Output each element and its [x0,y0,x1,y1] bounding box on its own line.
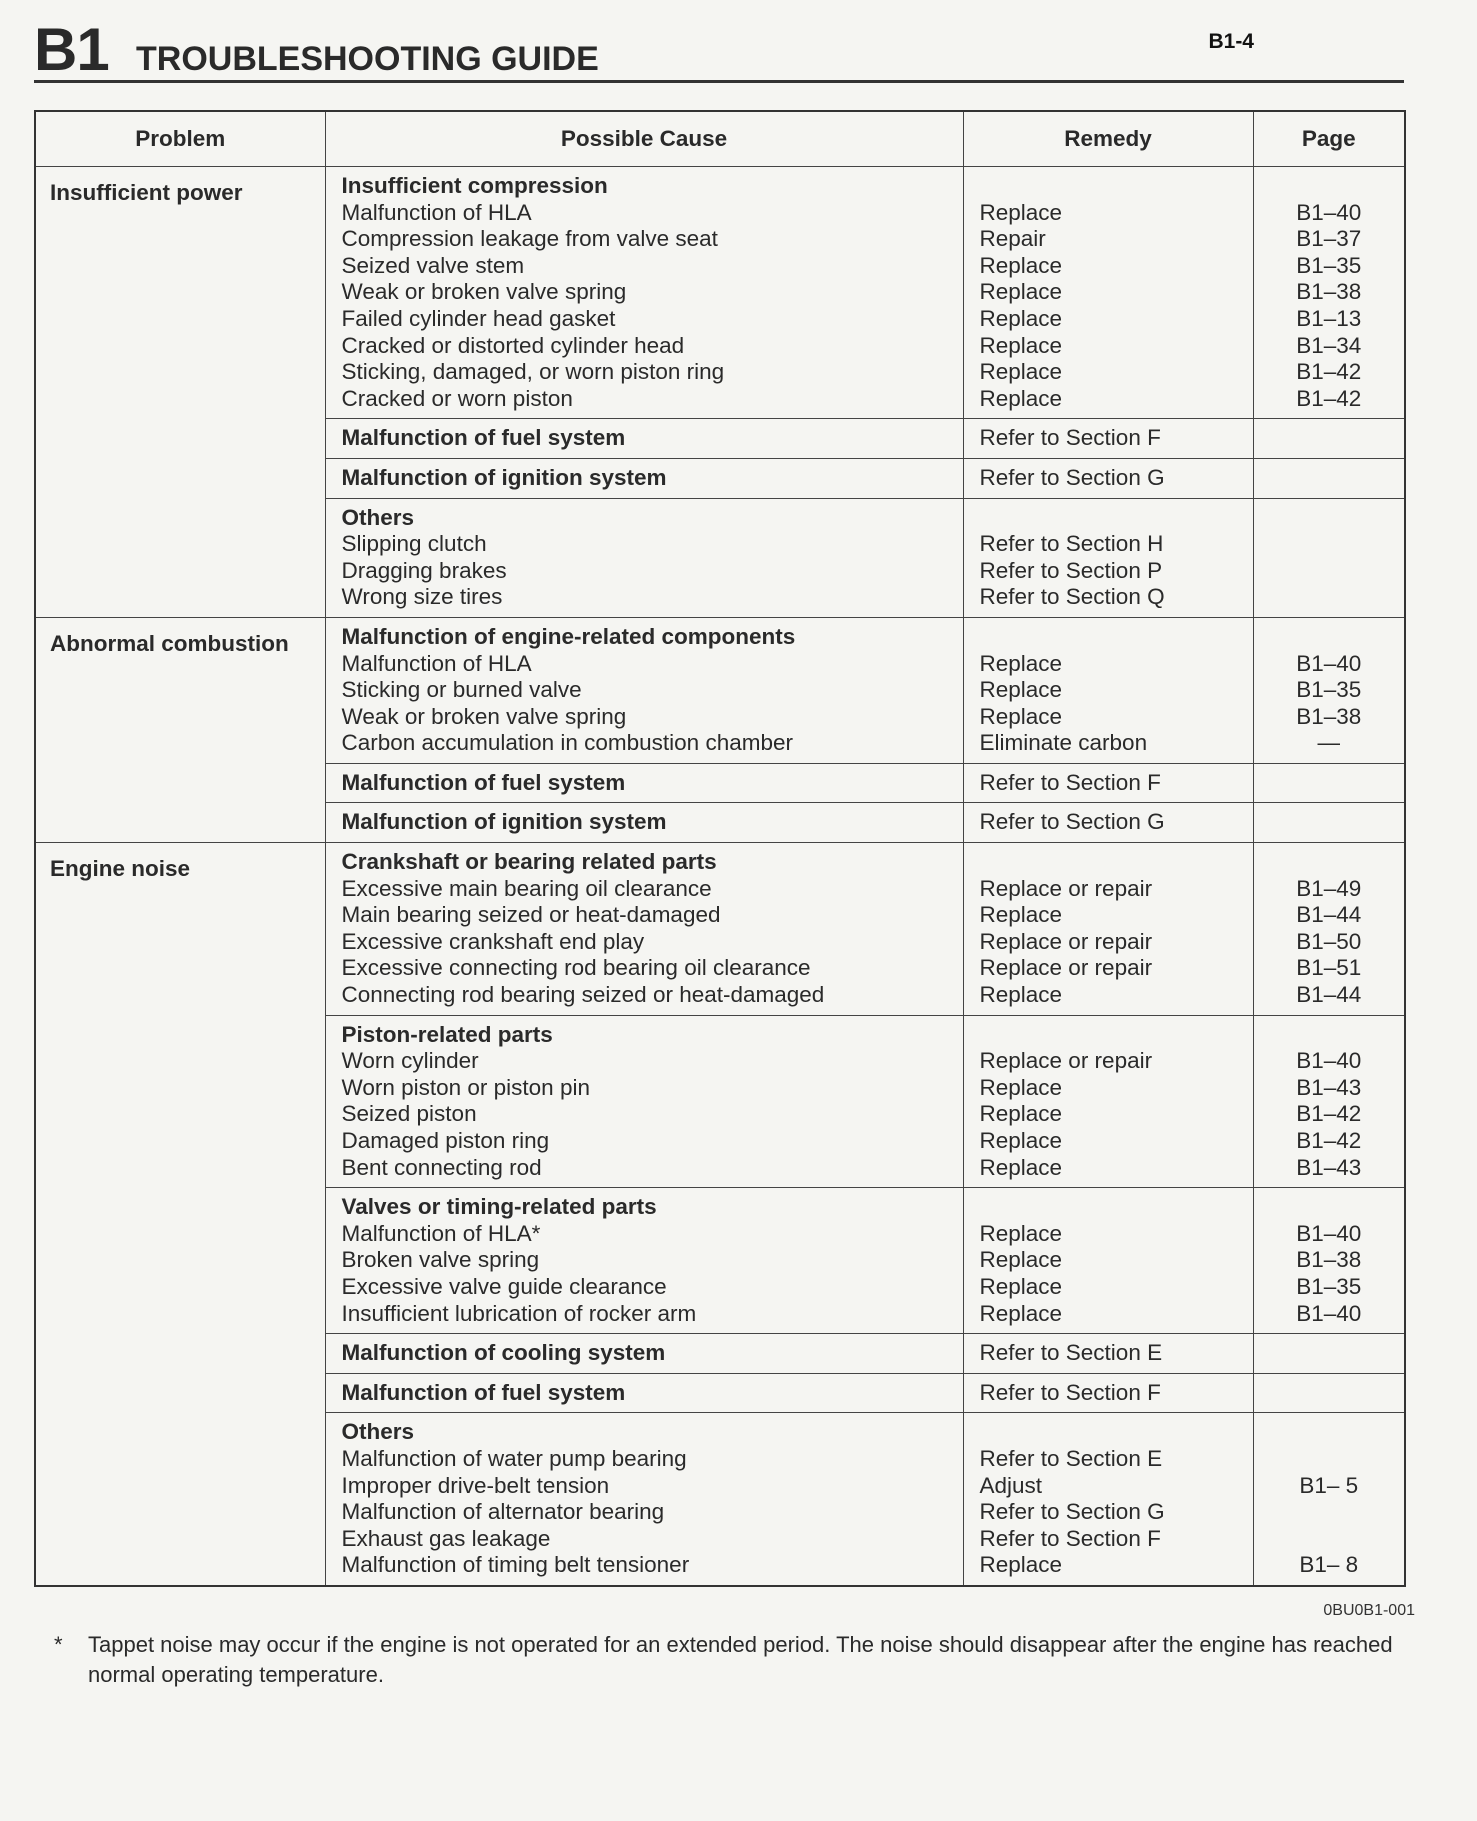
cause-item: Cracked or distorted cylinder head [341,332,685,358]
cause-heading: Malfunction of fuel system [341,1379,626,1405]
problem-cell: Insufficient power [35,167,325,618]
cause-item: Main bearing seized or heat-damaged [341,902,721,928]
page-ref: B1–42 [1296,1101,1362,1127]
page-ref: B1–37 [1296,226,1362,252]
spacer [1262,1022,1397,1049]
page-cell [1253,617,1405,763]
page-ref [1262,1380,1397,1407]
cause-heading: Malfunction of fuel system [341,425,626,451]
cause-item: Bent connecting rod [341,1154,542,1180]
cause-item: Excessive connecting rod bearing oil clearance [341,955,811,981]
remedy-item: Refer to Section F [979,769,1161,795]
page-cell [1253,167,1405,419]
remedy-item: Replace or repair [979,875,1153,901]
page-cell [1253,763,1405,803]
page-ref: B1–13 [1296,305,1362,331]
remedy-cell [963,617,1253,763]
cause-item: Exhaust gas leakage [341,1525,551,1551]
table-body [35,167,1405,1586]
cause-item: Seized valve stem [341,252,525,278]
page-ref [1262,425,1397,452]
table-row [35,617,1405,763]
page-ref: B1–40 [1296,1220,1362,1246]
page-ref: B1–49 [1296,875,1362,901]
cause-heading: Crankshaft or bearing related parts [341,849,717,875]
page-ref: B1–38 [1296,279,1362,305]
remedy-item: Replace or repair [979,928,1153,954]
cause-item: Cracked or worn piston [341,385,573,411]
page-cell [1253,458,1405,498]
cause-cell [325,843,963,1016]
page-cell [1253,1188,1405,1334]
remedy-item: Adjust [979,1472,1043,1498]
spacer [1262,1419,1397,1446]
cause-cell [325,167,963,419]
cause-cell [325,419,963,459]
cause-item: Seized piston [341,1101,477,1127]
cause-heading: Malfunction of engine-related components [341,623,796,649]
cause-cell [325,1334,963,1374]
page-ref [1262,1499,1397,1526]
cause-heading: Insufficient compression [341,173,608,198]
page-ref: B1–40 [1296,1300,1362,1326]
spacer [1262,624,1397,651]
remedy-item: Replace [979,1220,1063,1246]
remedy-item: Eliminate carbon [979,730,1148,756]
page-ref: B1–42 [1296,1128,1362,1153]
page-ref: B1–35 [1296,677,1362,703]
cause-cell [325,498,963,617]
footnote [54,1630,1414,1690]
cause-item: Excessive crankshaft end play [341,928,645,954]
remedy-item: Replace [979,1154,1063,1180]
page-ref: B1–44 [1296,902,1362,928]
page-ref: B1–43 [1296,1074,1362,1100]
page-ref [1262,770,1397,797]
cause-item: Failed cylinder head gasket [341,305,616,331]
remedy-item: Refer to Section E [979,1445,1163,1471]
cause-item: Worn cylinder [341,1048,479,1074]
page-ref [1262,809,1397,836]
remedy-item: Replace [979,703,1063,729]
page-cell [1253,1015,1405,1188]
page-ref [1262,465,1397,492]
footnote-marker: * [54,1632,63,1657]
remedy-item: Replace [979,252,1063,278]
remedy-item: Refer to Section E [979,1340,1163,1366]
cause-item: Connecting rod bearing seized or heat-damaged [341,982,825,1008]
remedy-item: Refer to Section F [979,1379,1161,1405]
cause-heading: Malfunction of fuel system [341,769,626,795]
cause-item: Excessive main bearing oil clearance [341,875,712,901]
remedy-cell [963,419,1253,459]
spacer [980,1194,1241,1221]
page-cell [1253,1334,1405,1374]
cause-item: Malfunction of HLA [341,650,532,676]
page-ref: B1–43 [1296,1154,1362,1180]
cause-item: Broken valve spring [341,1247,540,1273]
page-ref [1262,1340,1397,1367]
cause-item: Malfunction of HLA* [341,1220,541,1246]
spacer [980,849,1241,876]
spacer [1262,173,1397,200]
cause-heading: Others [341,504,415,530]
page-cell [1253,843,1405,1016]
remedy-item: Replace or repair [979,955,1153,981]
page-ref: B1–40 [1296,1048,1362,1074]
page-ref: B1–44 [1296,982,1362,1008]
cause-item: Malfunction of timing belt tensioner [341,1552,690,1578]
cause-item: Insufficient lubrication of rocker arm [341,1300,697,1326]
page-cell [1253,419,1405,459]
cause-item: Improper drive-belt tension [341,1472,610,1498]
cause-heading: Malfunction of ignition system [341,464,667,490]
page-ref [1262,531,1397,558]
remedy-cell [963,1188,1253,1334]
cause-cell [325,1188,963,1334]
section-title: TROUBLESHOOTING GUIDE [136,40,599,78]
page-ref: B1–42 [1296,359,1362,385]
spacer [980,1419,1241,1446]
remedy-cell [963,843,1253,1016]
remedy-item: Replace [979,279,1063,305]
column-header-page: Page [1253,111,1405,167]
remedy-item: Replace [979,982,1063,1008]
remedy-item: Replace [979,1101,1063,1127]
cause-cell [325,1015,963,1188]
remedy-item: Replace [979,677,1063,703]
cause-item: Compression leakage from valve seat [341,226,718,252]
column-header-cause: Possible Cause [325,111,963,167]
remedy-item: Replace [979,1300,1063,1326]
cause-cell [325,617,963,763]
page-ref: B1– 5 [1299,1472,1359,1498]
cause-cell [325,458,963,498]
page-ref: B1–35 [1296,1273,1362,1299]
cause-item: Dragging brakes [341,557,507,583]
remedy-item: Replace [979,385,1063,411]
remedy-cell [963,1015,1253,1188]
remedy-item: Replace [979,650,1063,676]
remedy-item: Refer to Section G [979,1499,1165,1525]
cause-item: Slipping clutch [341,531,487,557]
remedy-item: Replace [979,1074,1063,1100]
page-ref: B1–40 [1296,199,1362,225]
footnote-text: Tappet noise may occur if the engine is not operated for an extended period. The noise should disappear after the engine has reached normal operating temperature. [88,1632,1393,1687]
remedy-cell [963,763,1253,803]
spacer [1262,1194,1397,1221]
page-ref: B1– 8 [1299,1552,1359,1578]
cause-item: Excessive valve guide clearance [341,1273,667,1299]
remedy-cell [963,167,1253,419]
cause-cell [325,763,963,803]
cause-item: Weak or broken valve spring [341,279,627,305]
remedy-cell [963,458,1253,498]
cause-cell [325,1373,963,1413]
remedy-item: Replace [979,1552,1063,1578]
cause-heading: Malfunction of cooling system [341,1340,666,1366]
column-header-remedy: Remedy [963,111,1253,167]
remedy-item: Replace or repair [979,1048,1153,1074]
page-ref [1262,1446,1397,1473]
page-ref: B1–50 [1296,928,1362,954]
remedy-item: Refer to Section H [979,531,1164,557]
cause-heading: Malfunction of ignition system [341,809,667,835]
page-header [34,16,1404,83]
page-ref: B1–51 [1296,955,1362,981]
page-ref: B1–40 [1296,650,1362,676]
cause-item: Sticking or burned valve [341,677,582,703]
cause-item: Carbon accumulation in combustion chamber [341,730,793,756]
page-number: B1-4 [1208,30,1254,53]
figure-id: 0BU0B1-001 [1323,1602,1415,1619]
remedy-item: Refer to Section F [979,425,1161,451]
page-ref [1262,584,1397,611]
page-ref: — [1317,730,1340,756]
table-row [35,167,1405,419]
cause-item: Malfunction of water pump bearing [341,1445,687,1471]
remedy-item: Replace [979,1247,1063,1273]
page-cell [1253,1373,1405,1413]
spacer [980,1022,1241,1049]
cause-heading: Piston-related parts [341,1021,553,1047]
cause-heading: Others [341,1419,415,1445]
remedy-cell [963,1413,1253,1586]
spacer [980,173,1241,200]
remedy-item: Replace [979,199,1063,225]
page-cell [1253,803,1405,843]
page-ref: B1–42 [1296,385,1362,411]
cause-cell [325,1413,963,1586]
page-ref: B1–35 [1296,252,1362,278]
troubleshooting-table [34,110,1406,1587]
remedy-item: Refer to Section Q [979,584,1165,610]
remedy-cell [963,498,1253,617]
remedy-item: Replace [979,1273,1063,1299]
section-code: B1 [34,16,109,83]
remedy-item: Replace [979,902,1063,928]
table-header-row [35,111,1405,167]
cause-item: Wrong size tires [341,584,503,610]
remedy-item: Refer to Section G [979,809,1165,835]
cause-item: Malfunction of alternator bearing [341,1499,665,1525]
remedy-cell [963,1373,1253,1413]
remedy-item: Replace [979,359,1063,385]
page-ref [1262,558,1397,585]
remedy-item: Replace [979,1128,1063,1153]
table-row [35,843,1405,1016]
cause-item: Malfunction of HLA [341,199,532,225]
page-cell [1253,498,1405,617]
spacer [980,505,1241,532]
cause-item: Weak or broken valve spring [341,703,627,729]
page-ref [1262,1526,1397,1553]
spacer [980,624,1241,651]
remedy-cell [963,803,1253,843]
remedy-item: Repair [979,226,1046,252]
remedy-item: Refer to Section F [979,1525,1161,1551]
problem-cell: Abnormal combustion [35,617,325,842]
cause-item: Sticking, damaged, or worn piston ring [341,359,725,385]
page-cell [1253,1413,1405,1586]
remedy-item: Refer to Section P [979,557,1163,583]
remedy-item: Refer to Section G [979,464,1165,490]
page-ref: B1–38 [1296,1247,1362,1273]
remedy-item: Replace [979,332,1063,358]
cause-item: Worn piston or piston pin [341,1074,590,1100]
spacer [1262,849,1397,876]
cause-cell [325,803,963,843]
page-ref: B1–38 [1296,703,1362,729]
remedy-item: Replace [979,305,1063,331]
cause-heading: Valves or timing-related parts [341,1194,657,1220]
remedy-cell [963,1334,1253,1374]
page-ref: B1–34 [1296,332,1362,358]
cause-item: Damaged piston ring [341,1128,550,1153]
problem-cell: Engine noise [35,843,325,1586]
spacer [1262,505,1397,532]
column-header-problem: Problem [35,111,325,167]
